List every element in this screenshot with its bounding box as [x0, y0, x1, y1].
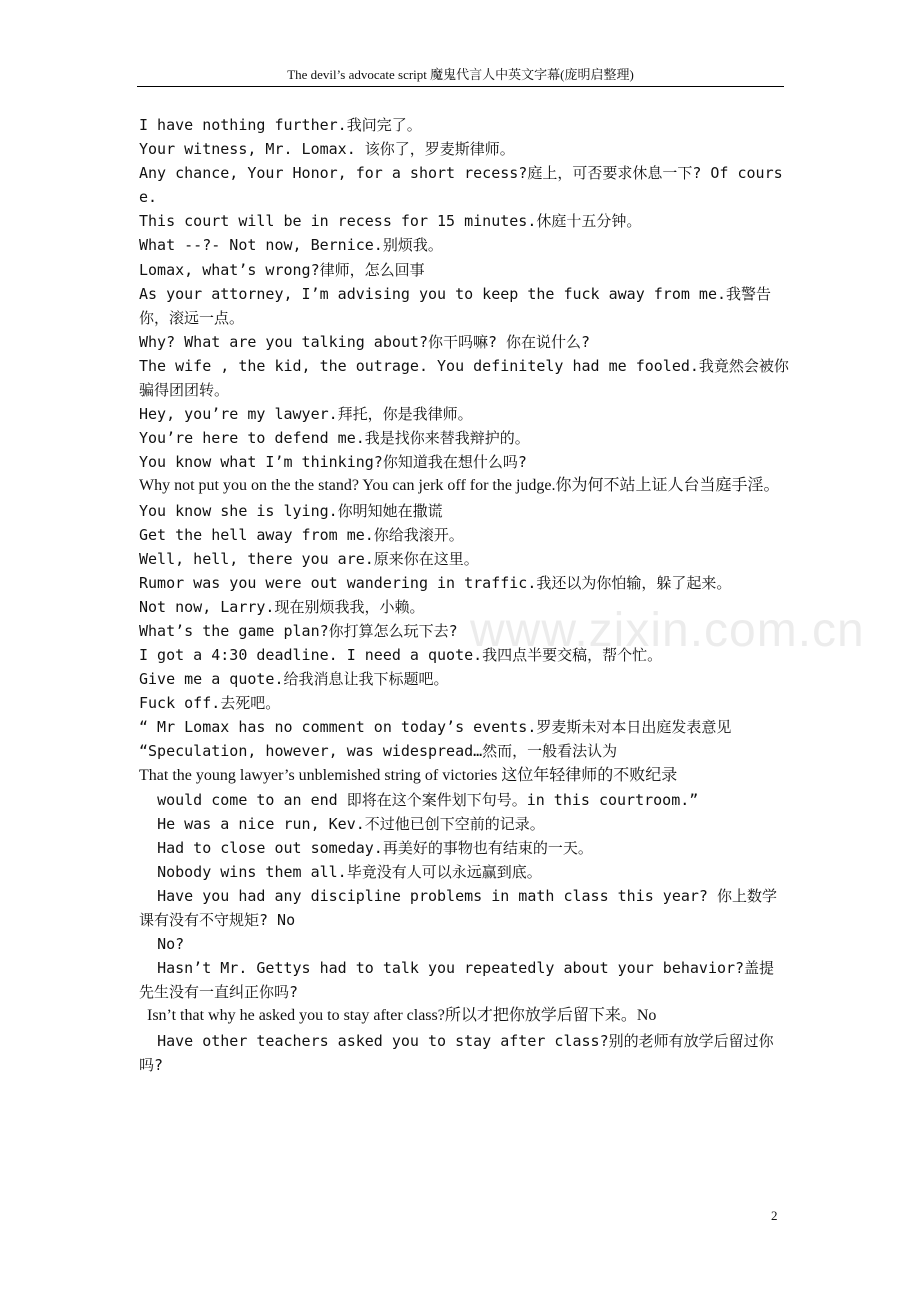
- script-body: [139, 113, 789, 1077]
- script-line: He was a nice run, Kev.不过他已创下空前的记录。: [139, 814, 545, 833]
- script-line: Have you had any discipline problems in math class this year? 你上数学课有没有不守规矩? No: [139, 887, 777, 930]
- script-line: Any chance, Your Honor, for a short recess?庭上，可否要求休息一下? Of course.: [139, 164, 783, 207]
- header-rule: [137, 86, 784, 87]
- script-line: Get the hell away from me.你给我滚开。: [139, 525, 464, 544]
- script-line: No?: [139, 935, 185, 954]
- script-line: Give me a quote.给我消息让我下标题吧。: [139, 670, 449, 689]
- page-number: 2: [771, 1208, 778, 1223]
- script-line: would come to an end 即将在这个案件划下句号。in this courtroom.”: [139, 790, 699, 809]
- script-line: “Speculation, however, was widespread…然而，一般看法认为: [139, 742, 618, 761]
- script-line: What’s the game plan?你打算怎么玩下去?: [139, 621, 458, 640]
- script-line: You know she is lying.你明知她在撒谎: [139, 501, 443, 520]
- script-line: Hasn’t Mr. Gettys had to talk you repeatedly about your behavior?盖提先生没有一直纠正你吗?: [139, 959, 775, 1002]
- script-line: You know what I’m thinking?你知道我在想什么吗?: [139, 453, 527, 472]
- script-line: You’re here to defend me.我是找你来替我辩护的。: [139, 429, 530, 448]
- script-line: The wife , the kid, the outrage. You definitely had me fooled.我竟然会被你骗得团团转。: [139, 356, 789, 400]
- script-line: Well, hell, there you are.原来你在这里。: [139, 549, 479, 568]
- script-line: Your witness, Mr. Lomax. 该你了，罗麦斯律师。: [139, 140, 515, 159]
- script-line: Why not put you on the the stand? You can jerk off for the judge.你为何不站上证人台当庭手淫。: [139, 477, 780, 495]
- running-header: The devil’s advocate script 魔鬼代言人中英文字幕(庞明启整理): [287, 67, 634, 82]
- script-line: I got a 4:30 deadline. I need a quote.我四点半要交稿，帮个忙。: [139, 646, 663, 665]
- script-line: Nobody wins them all.毕竟没有人可以永远赢到底。: [139, 862, 542, 881]
- script-line: Isn’t that why he asked you to stay after class?所以才把你放学后留下来。No: [139, 1007, 657, 1025]
- script-line: That the young lawyer’s unblemished string of victories 这位年轻律师的不败纪录: [139, 766, 678, 784]
- script-line: This court will be in recess for 15 minutes.休庭十五分钟。: [139, 212, 642, 231]
- script-line: Hey, you’re my lawyer.拜托，你是我律师。: [139, 405, 473, 424]
- script-line: Lomax, what’s wrong?律师，怎么回事: [139, 260, 425, 279]
- script-line: Have other teachers asked you to stay after class?别的老师有放学后留过你吗?: [139, 1031, 774, 1074]
- script-line: Fuck off.去死吧。: [139, 694, 281, 713]
- script-line: Had to close out someday.再美好的事物也有结束的一天。: [139, 838, 593, 857]
- script-line: “ Mr Lomax has no comment on today’s events.罗麦斯未对本日出庭发表意见: [139, 718, 732, 737]
- script-line: Not now, Larry.现在别烦我我，小赖。: [139, 597, 425, 616]
- script-line: Rumor was you were out wandering in traffic.我还以为你怕输，躲了起来。: [139, 573, 732, 592]
- script-line: What --?- Not now, Bernice.别烦我。: [139, 236, 443, 255]
- script-line: As your attorney, I’m advising you to keep the fuck away from me.我警告你，滚远一点。: [139, 284, 771, 327]
- script-line: Why? What are you talking about?你干吗嘛? 你在说什么?: [139, 332, 591, 351]
- watermark: www.zixin.com.cn: [470, 604, 865, 657]
- script-line: I have nothing further.我问完了。: [139, 116, 422, 134]
